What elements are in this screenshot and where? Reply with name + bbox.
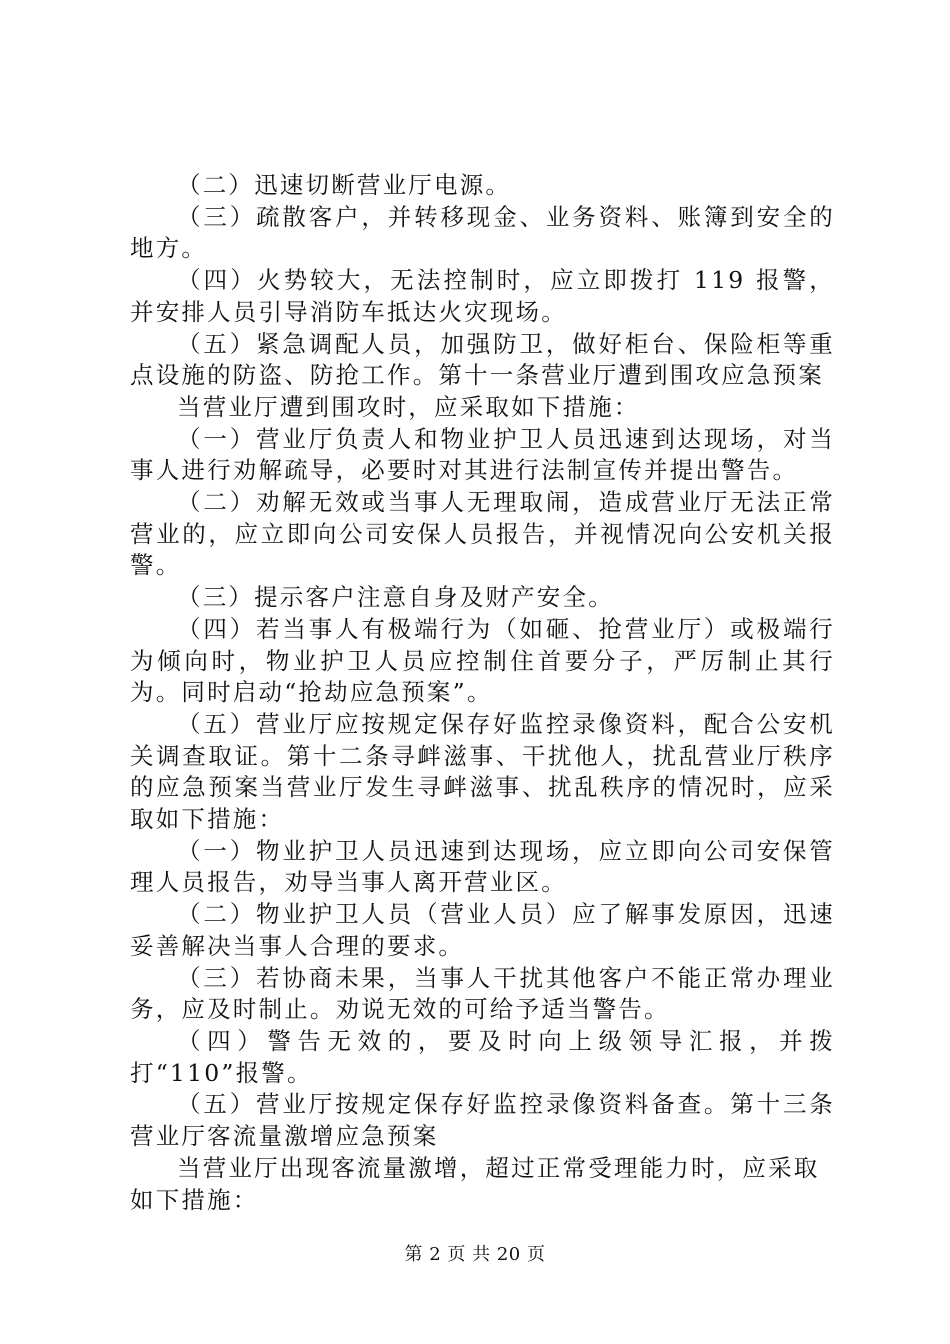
paragraph: （四）火势较大，无法控制时，应立即拨打 119 报警，并安排人员引导消防车抵达火灾现场。 [130, 266, 835, 326]
paragraph: （一）营业厅负责人和物业护卫人员迅速到达现场，对当事人进行劝解疏导，必要时对其进行法制宣传并提出警告。 [130, 424, 835, 485]
document-body [130, 170, 835, 1216]
paragraph: （二）劝解无效或当事人无理取闹，造成营业厅无法正常营业的，应立即向公司安保人员报告，并视情况向公安机关报警。 [130, 488, 835, 580]
paragraph: （一）物业护卫人员迅速到达现场，应立即向公司安保管理人员报告，劝导当事人离开营业区。 [130, 836, 835, 897]
paragraph: （五）营业厅应按规定保存好监控录像资料，配合公安机关调查取证。第十二条寻衅滋事、干扰他人，扰乱营业厅秩序的应急预案当营业厅发生寻衅滋事、扰乱秩序的情况时，应采取如下措施： [130, 709, 835, 834]
paragraph: （三）提示客户注意自身及财产安全。 [177, 583, 614, 612]
paragraph: （四）警告无效的，要及时向上级领导汇报，并拨打“110”报警。 [130, 1026, 835, 1087]
paragraph: 当营业厅出现客流量激增，超过正常受理能力时，应采取如下措施： [130, 1153, 820, 1214]
paragraph: （四）若当事人有极端行为（如砸、抢营业厅）或极端行为倾向时，物业护卫人员应控制住首要分子，严厉制止其行为。同时启动“抢劫应急预案”。 [130, 614, 835, 707]
page-number-footer: 第 2 页 共 20 页 [404, 1244, 546, 1265]
paragraph: （二）迅速切断营业厅电源。 [177, 171, 512, 199]
paragraph: （五）营业厅按规定保存好监控录像资料备查。第十三条营业厅客流量激增应急预案 [130, 1090, 835, 1151]
paragraph: （三）疏散客户，并转移现金、业务资料、账簿到安全的地方。 [130, 202, 835, 263]
paragraph: （二）物业护卫人员（营业人员）应了解事发原因，迅速妥善解决当事人合理的要求。 [130, 900, 835, 960]
paragraph: （五）紧急调配人员，加强防卫，做好柜台、保险柜等重点设施的防盗、防抢工作。第十一条营业厅遭到围攻应急预案 [130, 329, 835, 390]
paragraph: 当营业厅遭到围攻时，应采取如下措施： [177, 392, 640, 421]
paragraph: （三）若协商未果，当事人干扰其他客户不能正常办理业务，应及时制止。劝说无效的可给予适当警告。 [130, 963, 835, 1024]
